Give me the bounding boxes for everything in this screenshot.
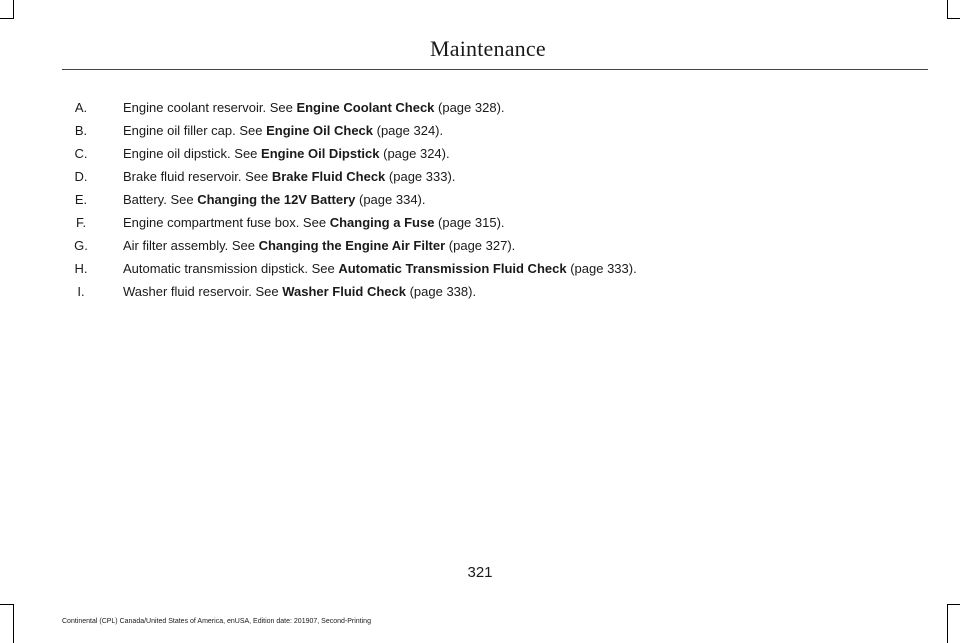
item-letter: C. [74,146,88,161]
list-item [62,211,922,234]
page-title: Maintenance [430,36,546,61]
item-text: Engine oil filler cap. See [123,123,267,138]
item-text: Engine oil dipstick. See [123,146,262,161]
cross-reference-link[interactable]: Engine Oil Check [266,123,374,138]
item-description [123,165,455,188]
crop-mark-top-left-horizontal [0,18,14,19]
cross-reference-link[interactable]: Engine Coolant Check [296,100,435,115]
item-text: Battery. See [123,192,198,207]
item-letter: E. [74,192,88,207]
item-description [123,234,515,257]
item-description [123,119,443,142]
edition-footer: Continental (CPL) Canada/United States of America, enUSA, Edition date: 201907, Second-Printing [62,618,371,625]
item-text: Air filter assembly. See [123,238,259,253]
list-item [62,96,922,119]
item-text: Automatic transmission dipstick. See [123,261,339,276]
crop-mark-top-right-horizontal [947,18,960,19]
page-reference: (page 334). [355,192,426,207]
item-description [123,96,505,119]
header-divider [62,69,928,70]
crop-mark-bottom-right-horizontal [947,604,960,605]
item-description [123,280,476,303]
item-letter: G. [74,238,88,253]
item-description [123,188,426,211]
item-letter: D. [74,169,88,184]
item-letter: I. [77,284,85,299]
cross-reference-link[interactable]: Automatic Transmission Fluid Check [338,261,567,276]
item-text: Washer fluid reservoir. See [123,284,283,299]
list-item [62,165,922,188]
item-description [123,142,450,165]
item-text: Brake fluid reservoir. See [123,169,272,184]
list-item [62,234,922,257]
crop-mark-top-left-vertical [13,0,14,19]
page-reference: (page 327). [445,238,516,253]
list-item [62,257,922,280]
item-letter: B. [74,123,88,138]
item-description [123,211,505,234]
crop-mark-bottom-right-vertical [947,604,948,643]
crop-mark-bottom-left-horizontal [0,604,14,605]
page-reference: (page 338). [405,284,477,299]
item-text: Engine coolant reservoir. See [123,100,297,115]
cross-reference-link[interactable]: Changing a Fuse [329,215,435,230]
page-reference: (page 324). [379,146,450,161]
page-reference: (page 333). [566,261,637,276]
list-item [62,119,922,142]
list-item [62,280,922,303]
page-number: 321 [467,564,493,581]
cross-reference-link[interactable]: Engine Oil Dipstick [261,146,380,161]
item-letter: F. [75,215,87,230]
cross-reference-link[interactable]: Brake Fluid Check [271,169,386,184]
item-text: Engine compartment fuse box. See [123,215,330,230]
crop-mark-top-right-vertical [947,0,948,19]
cross-reference-link[interactable]: Changing the 12V Battery [197,192,356,207]
crop-mark-bottom-left-vertical [13,604,14,643]
item-description [123,257,637,280]
page-reference: (page 324). [373,123,444,138]
cross-reference-link[interactable]: Changing the Engine Air Filter [258,238,446,253]
list-item [62,142,922,165]
item-letter: A. [74,100,88,115]
cross-reference-link[interactable]: Washer Fluid Check [282,284,406,299]
component-list [62,96,922,303]
item-letter: H. [74,261,88,276]
page-reference: (page 328). [434,100,505,115]
page-reference: (page 333). [385,169,456,184]
list-item [62,188,922,211]
page-reference: (page 315). [434,215,505,230]
